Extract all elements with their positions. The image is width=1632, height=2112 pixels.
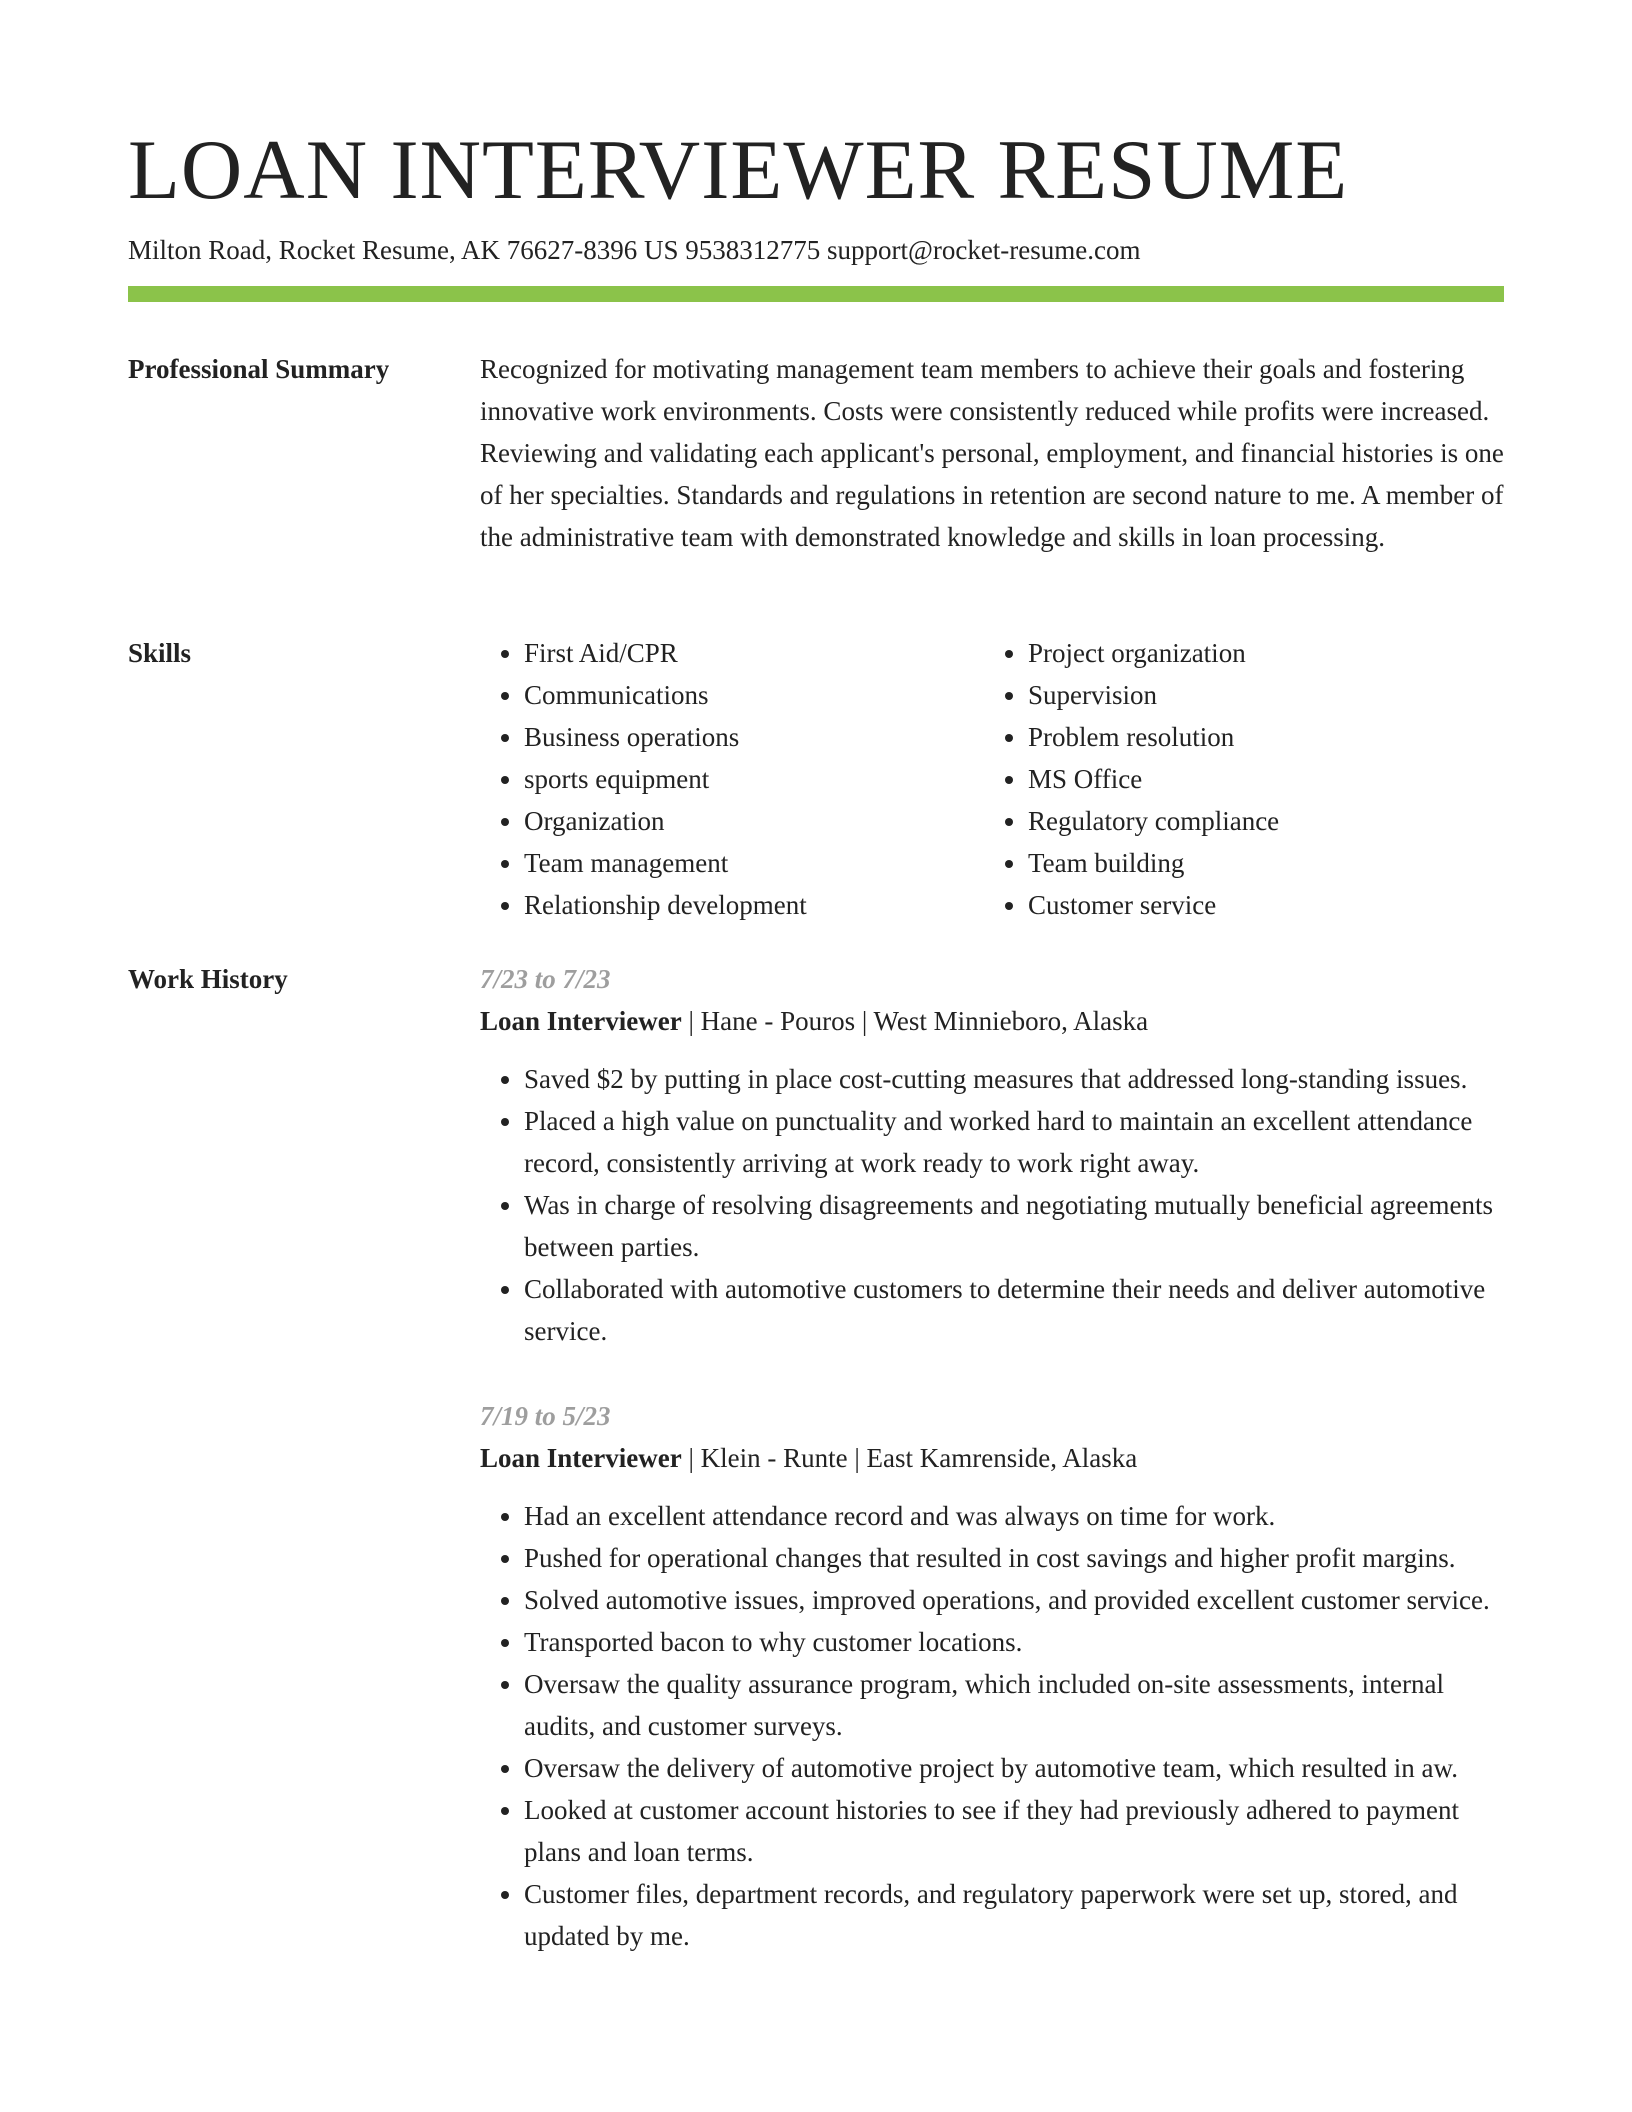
- skill-item: • Communications: [524, 674, 984, 716]
- job-bullet: • Customer files, department records, and regulatory paperwork were set up, stored, and updated by me.: [524, 1873, 1504, 1957]
- job-bullet: • Saved $2 by putting in place cost-cutting measures that addressed long-standing issues.: [524, 1058, 1504, 1100]
- skills-list-right: [984, 632, 1488, 926]
- skills-heading: Skills: [128, 638, 192, 668]
- header-divider: [128, 286, 1504, 302]
- job-bullet: • Placed a high value on punctuality and worked hard to maintain an excellent attendance record, consistently arriving at work ready to work right away.: [524, 1100, 1504, 1184]
- skills-list-left: [480, 632, 984, 926]
- job-dates: 7/23 to 7/23: [480, 964, 611, 994]
- skill-item: • MS Office: [1028, 758, 1488, 800]
- skills-body: [480, 632, 1504, 926]
- job-bullets: [480, 1058, 1504, 1352]
- skill-item: • Problem resolution: [1028, 716, 1488, 758]
- job-bullets: [480, 1495, 1504, 1957]
- resume-title: LOAN INTERVIEWER RESUME: [128, 123, 1349, 217]
- job-bullet: • Solved automotive issues, improved operations, and provided excellent customer service.: [524, 1579, 1504, 1621]
- skills-columns: [480, 632, 1504, 926]
- work-history-body: [480, 958, 1504, 2000]
- job-bullet: • Transported bacon to why customer locations.: [524, 1621, 1504, 1663]
- job-bullet: • Oversaw the delivery of automotive project by automotive team, which resulted in aw.: [524, 1747, 1504, 1789]
- skill-item: • Team building: [1028, 842, 1488, 884]
- summary-text: Recognized for motivating management team members to achieve their goals and fostering innovative work environments. Costs were consistently reduced while profits were increased. Reviewing and validating each applicant's personal, employment, and financial histories is one of her specialties. Standards and regulations in retention are second nature to me. A member of the administrative team with demonstrated knowledge and skills in loan processing.: [480, 354, 1504, 552]
- skill-item: • Team management: [524, 842, 984, 884]
- skill-item: • Organization: [524, 800, 984, 842]
- skill-item: • Relationship development: [524, 884, 984, 926]
- job-entry: [480, 1395, 1504, 1957]
- skill-item: • Business operations: [524, 716, 984, 758]
- job-heading: [480, 1000, 1504, 1042]
- summary-body: [480, 348, 1504, 558]
- contact-email[interactable]: support@rocket-resume.com: [826, 235, 1141, 265]
- job-dates: 7/19 to 5/23: [480, 1401, 611, 1431]
- job-heading: [480, 1437, 1504, 1479]
- skill-item: • Supervision: [1028, 674, 1488, 716]
- job-title: Loan Interviewer: [480, 1006, 682, 1036]
- job-bullet: • Oversaw the quality assurance program, which included on-site assessments, internal audits, and customer surveys.: [524, 1663, 1504, 1747]
- job-bullet: • Was in charge of resolving disagreements and negotiating mutually beneficial agreements between parties.: [524, 1184, 1504, 1268]
- job-location: | East Kamrenside, Alaska: [848, 1443, 1138, 1473]
- skill-item: • First Aid/CPR: [524, 632, 984, 674]
- job-company: | Hane - Pouros: [682, 1006, 855, 1036]
- summary-heading: Professional Summary: [128, 354, 390, 384]
- job-location: | West Minnieboro, Alaska: [855, 1006, 1148, 1036]
- skill-item: • sports equipment: [524, 758, 984, 800]
- job-company: | Klein - Runte: [682, 1443, 848, 1473]
- contact-address: Milton Road, Rocket Resume, AK 76627-8396 US: [128, 235, 679, 265]
- job-title: Loan Interviewer: [480, 1443, 682, 1473]
- job-bullet: • Collaborated with automotive customers to determine their needs and deliver automotive service.: [524, 1268, 1504, 1352]
- work-history-heading: Work History: [128, 964, 288, 994]
- skill-item: • Customer service: [1028, 884, 1488, 926]
- skill-item: • Project organization: [1028, 632, 1488, 674]
- job-bullet: • Had an excellent attendance record and was always on time for work.: [524, 1495, 1504, 1537]
- contact-line: [128, 232, 1141, 268]
- job-bullet: • Pushed for operational changes that resulted in cost savings and higher profit margins.: [524, 1537, 1504, 1579]
- job-entry: [480, 958, 1504, 1352]
- contact-phone: 9538312775: [685, 235, 821, 265]
- skill-item: • Regulatory compliance: [1028, 800, 1488, 842]
- job-bullet: • Looked at customer account histories to see if they had previously adhered to payment plans and loan terms.: [524, 1789, 1504, 1873]
